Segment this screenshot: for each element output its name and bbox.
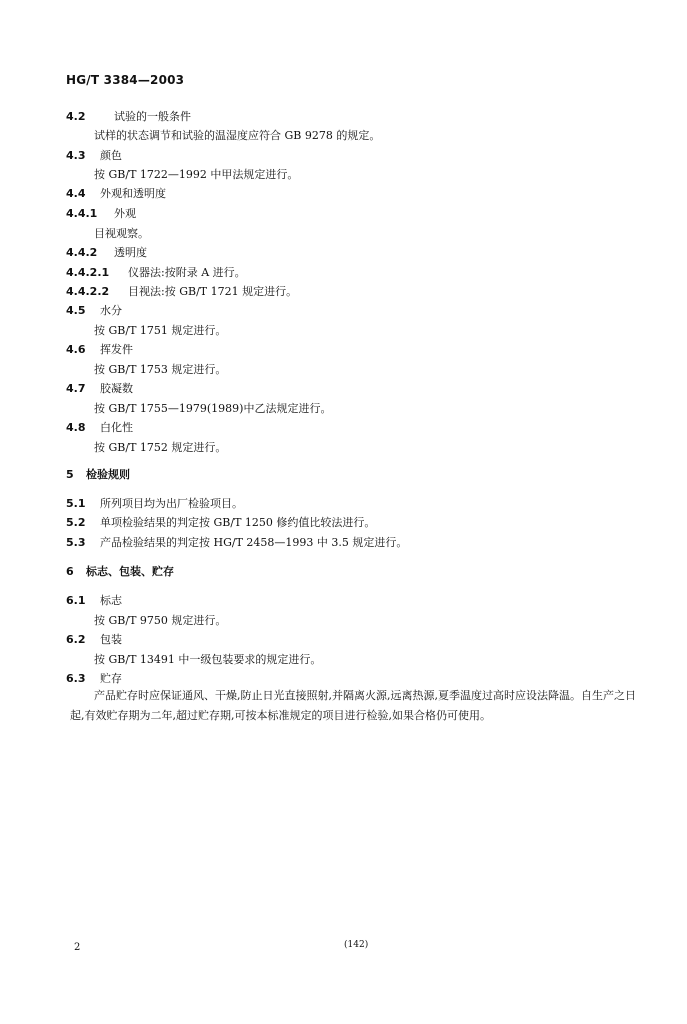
section-heading <box>66 110 191 124</box>
section-heading <box>66 304 122 318</box>
section-title: 透明度 <box>114 246 147 259</box>
section-number: 4.8 <box>66 421 86 434</box>
section-number: 4.4.2.2 <box>66 285 110 298</box>
section-title: 挥发件 <box>100 343 133 356</box>
clause-line <box>66 497 243 511</box>
section-heading <box>66 594 122 608</box>
section-number: 4.5 <box>66 304 86 317</box>
section-title: 白化性 <box>100 421 133 434</box>
section-body: 按 GB/T 1755—1979(1989)中乙法规定进行。 <box>94 402 332 415</box>
chapter-heading <box>66 565 174 579</box>
standard-code-header: HG/T 3384—2003 <box>66 73 185 87</box>
clause-text: 所列项目均为出厂检验项目。 <box>100 497 243 510</box>
section-heading <box>66 207 136 221</box>
section-number: 6.3 <box>66 672 86 685</box>
section-title: 仪器法:按附录 A 进行。 <box>128 266 246 279</box>
section-number: 6.1 <box>66 594 86 607</box>
clause-text: 单项检验结果的判定按 GB/T 1250 修约值比较法进行。 <box>100 516 376 529</box>
section-title: 包装 <box>100 633 122 646</box>
clause-number: 5.2 <box>66 516 86 529</box>
chapter-title: 标志、包装、贮存 <box>86 565 174 578</box>
section-title: 水分 <box>100 304 122 317</box>
chapter-heading <box>66 468 130 482</box>
section-number: 4.4.2 <box>66 246 98 259</box>
footer-center-number: (142) <box>344 940 369 950</box>
clause-number: 5.1 <box>66 497 86 510</box>
section-heading <box>66 633 122 647</box>
section-number: 4.3 <box>66 149 86 162</box>
section-number: 4.7 <box>66 382 86 395</box>
section-heading <box>66 149 122 163</box>
section-body: 目视观察。 <box>94 227 149 240</box>
chapter-number: 5 <box>66 468 74 481</box>
section-title: 外观 <box>114 207 136 220</box>
section-heading <box>66 187 166 201</box>
section-body: 按 GB/T 1751 规定进行。 <box>94 324 227 337</box>
section-body: 按 GB/T 13491 中一级包装要求的规定进行。 <box>94 653 322 666</box>
section-body: 按 GB/T 1752 规定进行。 <box>94 441 227 454</box>
section-heading <box>66 246 147 260</box>
section-heading <box>66 266 246 280</box>
section-title: 目视法:按 GB/T 1721 规定进行。 <box>128 285 298 298</box>
section-heading <box>66 382 133 396</box>
section-number: 4.6 <box>66 343 86 356</box>
section-title: 试验的一般条件 <box>114 110 191 123</box>
section-heading <box>66 343 133 357</box>
storage-paragraph: 产品贮存时应保证通风、干燥,防止日光直接照射,并隔离火源,远离热源,夏季温度过高时应设法降温。自生产之日起,有效贮存期为二年,超过贮存期,可按本标准规定的项目进行检验,如果合格仍可使用。 <box>70 689 636 722</box>
section-heading <box>66 421 133 435</box>
section-body: 按 GB/T 9750 规定进行。 <box>94 614 227 627</box>
clause-line <box>66 536 407 550</box>
chapter-title: 检验规则 <box>86 468 130 481</box>
clause-text: 产品检验结果的判定按 HG/T 2458—1993 中 3.5 规定进行。 <box>100 536 408 549</box>
section-title: 外观和透明度 <box>100 187 166 200</box>
section-title: 颜色 <box>100 149 122 162</box>
section-title: 标志 <box>100 594 122 607</box>
chapter-number: 6 <box>66 565 74 578</box>
section-number: 4.4 <box>66 187 86 200</box>
section-number: 4.2 <box>66 110 86 123</box>
section-title: 胶凝数 <box>100 382 133 395</box>
section-number: 4.4.2.1 <box>66 266 110 279</box>
section-number: 4.4.1 <box>66 207 98 220</box>
clause-line <box>66 516 375 530</box>
section-body: 按 GB/T 1722—1992 中甲法规定进行。 <box>94 168 299 181</box>
section-title: 贮存 <box>100 672 122 685</box>
section-body: 按 GB/T 1753 规定进行。 <box>94 363 227 376</box>
page-number: 2 <box>74 942 81 953</box>
clause-number: 5.3 <box>66 536 86 549</box>
section-number: 6.2 <box>66 633 86 646</box>
section-body: 试样的状态调节和试验的温湿度应符合 GB 9278 的规定。 <box>94 129 381 142</box>
section-heading <box>66 285 297 299</box>
section-heading <box>66 672 122 686</box>
